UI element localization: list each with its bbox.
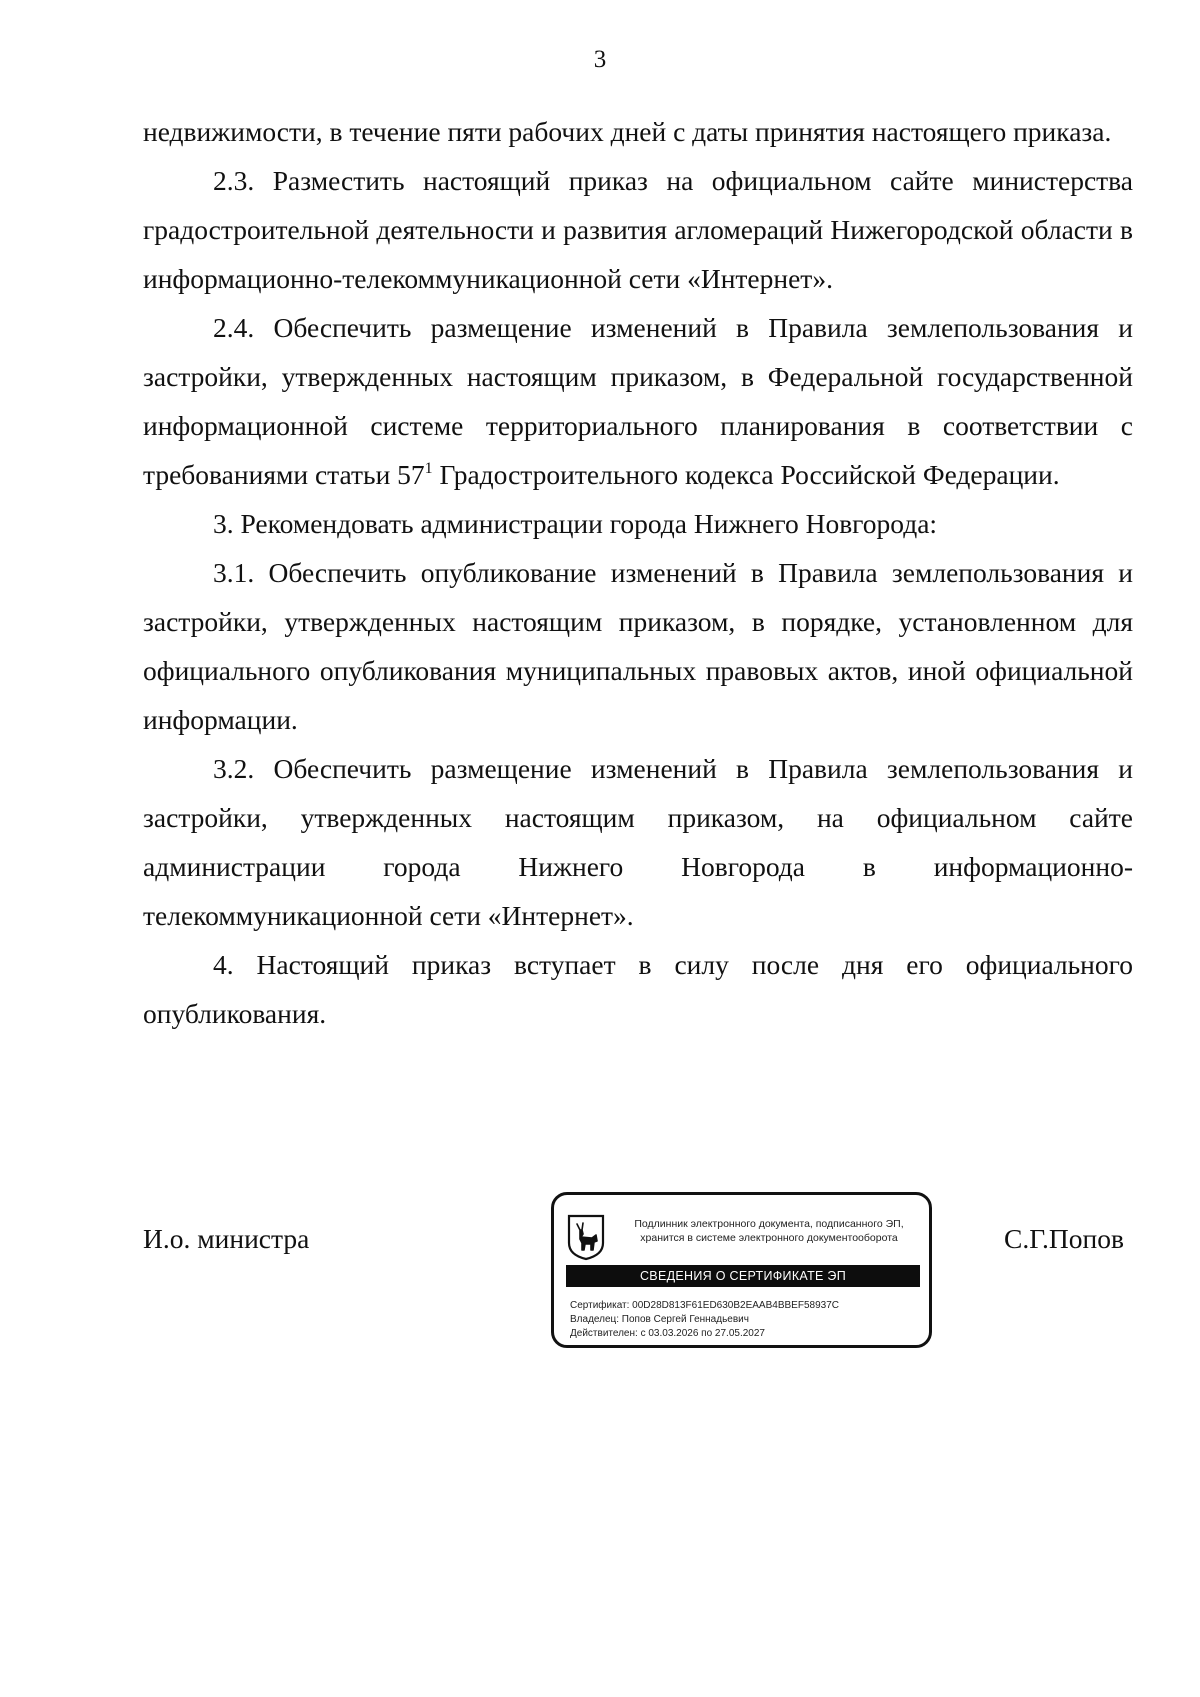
paragraph-2-4 <box>143 303 1133 499</box>
paragraph-2-4-tail: Градостроительного кодекса Российской Федерации. <box>432 459 1060 490</box>
document-body <box>143 107 1133 1038</box>
stamp-title-bar: СВЕДЕНИЯ О СЕРТИФИКАТЕ ЭП <box>566 1265 920 1287</box>
paragraph-3-2-tail: телекоммуникационной сети «Интернет». <box>143 900 634 931</box>
paragraph-2-3: 2.3. Разместить настоящий приказ на официальном сайте министерства градостроительной деятельности и развития агломераций Нижегородской области в информационно-телекоммуникационной сети «Интернет». <box>143 165 1133 294</box>
stamp-header-line1: Подлинник электронного документа, подписанного ЭП, <box>634 1218 904 1230</box>
deer-emblem-icon <box>566 1213 606 1261</box>
paragraph-2-4-text: 2.4. Обеспечить размещение изменений в Правила землепользования и застройки, утвержденных настоящим приказом, в Федеральной государственной информационной системе территориального планирования в соответствии с требованиями статьи 57 <box>143 312 1133 490</box>
paragraph-3-1: 3.1. Обеспечить опубликование изменений в Правила землепользования и застройки, утвержденных настоящим приказом, в порядке, установленном для официального опубликования муниципальных правовых актов, иной официальной информации. <box>143 557 1133 735</box>
page-number: 3 <box>593 46 607 73</box>
paragraph-3: 3. Рекомендовать администрации города Нижнего Новгорода: <box>213 508 938 539</box>
electronic-signature-stamp <box>551 1192 932 1348</box>
stamp-certificate: Сертификат: 00D28D813F61ED630B2EAAB4BBEF58937C <box>570 1300 839 1311</box>
paragraph-3-2: 3.2. Обеспечить размещение изменений в Правила землепользования и застройки, утвержденных настоящим приказом, на официальном сайте администрации города Нижнего Новгорода в информационно- <box>143 753 1133 882</box>
stamp-header-line2: хранится в системе электронного документооборота <box>640 1232 898 1244</box>
signatory-name: С.Г.Попов <box>1004 1223 1124 1254</box>
stamp-owner: Владелец: Попов Сергей Геннадьевич <box>570 1314 749 1325</box>
stamp-details <box>570 1299 839 1341</box>
paragraph-4: 4. Настоящий приказ вступает в силу после дня его официального опубликования. <box>143 949 1133 1029</box>
paragraph-continuation: недвижимости, в течение пяти рабочих дней с даты принятия настоящего приказа. <box>143 116 1112 147</box>
signatory-position: И.о. министра <box>143 1223 310 1254</box>
stamp-header <box>616 1217 922 1245</box>
article-superscript: 1 <box>424 460 433 477</box>
stamp-validity: Действителен: с 03.03.2026 по 27.05.2027 <box>570 1328 765 1339</box>
